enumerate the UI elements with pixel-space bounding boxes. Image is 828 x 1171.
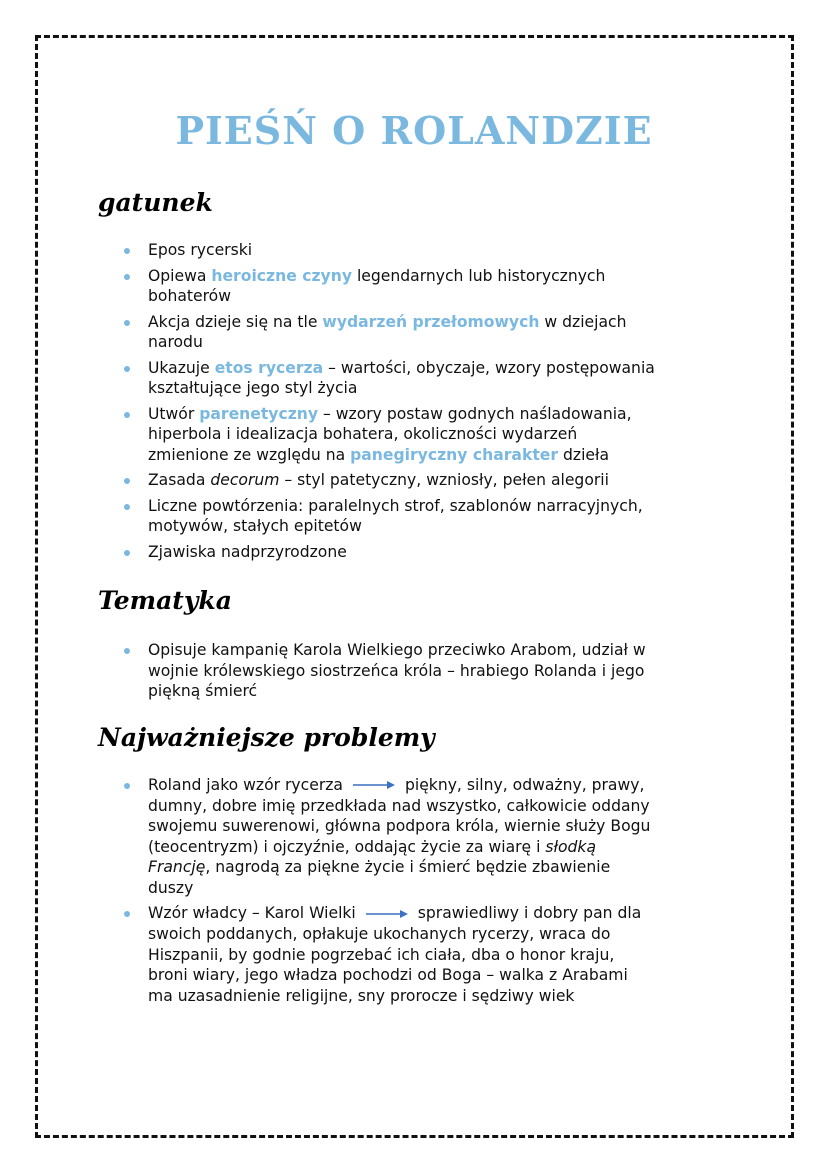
list-item	[118, 404, 738, 466]
bullet-icon	[124, 274, 130, 280]
bullet-icon	[124, 783, 130, 789]
text-segment: – wartości, obyczaje, wzory postępowania	[323, 358, 655, 377]
text-segment: Akcja dzieje się na tle	[148, 312, 323, 331]
text-line	[148, 496, 738, 517]
list-tematyka	[118, 640, 738, 707]
text-segment: Roland jako wzór rycerza	[148, 776, 343, 794]
bullet-icon	[124, 504, 130, 510]
list-item	[118, 266, 738, 307]
bullet-icon	[124, 320, 130, 326]
text-line	[148, 924, 738, 945]
text-line	[148, 240, 738, 261]
text-segment: (teocentryzm) i ojczyźnie, oddając życie za wiarę i	[148, 837, 546, 856]
text-segment: Epos rycerski	[148, 241, 253, 259]
text-line	[148, 661, 738, 682]
list-gatunek	[118, 240, 738, 567]
text-segment: – wzory postaw godnych naśladowania,	[318, 404, 632, 423]
text-line	[148, 312, 738, 333]
text-line	[148, 266, 738, 287]
list-item	[118, 542, 738, 563]
italic-term: decorum	[210, 471, 280, 489]
text-segment: Utwór	[148, 404, 200, 423]
bullet-icon	[124, 550, 130, 556]
text-line	[148, 986, 738, 1007]
text-line	[148, 516, 738, 537]
text-line	[148, 837, 738, 858]
list-item	[118, 240, 738, 261]
text-line	[148, 445, 738, 466]
list-item	[118, 358, 738, 399]
text-segment: bohaterów	[148, 287, 231, 305]
section-heading-problemy: Najważniejsze problemy	[98, 723, 435, 752]
text-segment: ma uzasadnienie religijne, sny prorocze i sędziwy wiek	[148, 986, 575, 1005]
text-segment: – styl patetyczny, wzniosły, pełen alegorii	[279, 471, 609, 489]
text-segment: Zasada	[148, 471, 211, 489]
text-segment: kształtujące jego styl życia	[148, 379, 358, 397]
list-item	[118, 640, 738, 702]
text-segment: motywów, stałych epitetów	[148, 517, 362, 535]
text-segment: w dziejach	[539, 312, 627, 331]
text-line	[148, 681, 738, 702]
text-line	[148, 542, 738, 563]
text-line	[148, 857, 738, 878]
highlighted-term: heroiczne czyny	[211, 266, 352, 285]
text-line	[148, 470, 738, 491]
list-item	[118, 312, 738, 353]
text-segment: Hiszpanii, by godnie pogrzebać ich ciała, dba o honor kraju,	[148, 945, 615, 964]
bullet-icon	[124, 648, 130, 654]
text-line	[148, 378, 738, 399]
list-problemy	[118, 775, 738, 1011]
text-segment: dzieła	[558, 445, 610, 464]
text-line	[148, 640, 738, 661]
text-segment: narodu	[148, 333, 203, 351]
list-item	[118, 470, 738, 491]
text-line	[148, 358, 738, 379]
text-line	[148, 796, 738, 817]
text-segment: sprawiedliwy i dobry pan dla	[417, 904, 642, 923]
section-heading-gatunek: gatunek	[98, 188, 213, 217]
text-line	[148, 965, 738, 986]
text-segment: dumny, dobre imię przedkłada nad wszystko, całkowicie oddany	[148, 796, 650, 815]
bullet-icon	[124, 911, 130, 917]
highlighted-term: panegiryczny charakter	[350, 445, 559, 464]
bullet-icon	[124, 366, 130, 372]
arrow-right-icon	[366, 904, 408, 925]
text-segment: Liczne powtórzenia: paralelnych strof, szablonów narracyjnych,	[148, 496, 643, 515]
text-line	[148, 775, 738, 796]
bullet-icon	[124, 248, 130, 254]
text-line	[148, 945, 738, 966]
highlighted-term: parenetyczny	[199, 404, 319, 423]
text-segment: hiperbola i idealizacja bohatera, okoliczności wydarzeń	[148, 425, 578, 443]
section-heading-tematyka: Tematyka	[98, 586, 232, 615]
text-segment: Opisuje kampanię Karola Wielkiego przeciwko Arabom, udział w	[148, 641, 646, 659]
page-title: PIEŚŃ O ROLANDZIE	[175, 108, 653, 153]
text-segment: Wzór władcy – Karol Wielki	[148, 904, 356, 923]
bullet-icon	[124, 478, 130, 484]
text-segment: piękny, silny, odważny, prawy,	[404, 776, 645, 794]
list-item	[118, 775, 738, 898]
text-line	[148, 816, 738, 837]
text-segment: swoich poddanych, opłakuje ukochanych rycerzy, wraca do	[148, 925, 611, 943]
text-line	[148, 404, 738, 425]
text-line	[148, 286, 738, 307]
text-line	[148, 332, 738, 353]
text-segment: Ukazuje	[148, 358, 215, 377]
italic-term: słodką	[545, 837, 597, 856]
text-segment: broni wiary, jego władza pochodzi od Boga – walka z Arabami	[148, 966, 628, 984]
text-segment: swojemu suwerenowi, główna podpora króla, wiernie służy Bogu	[148, 817, 651, 836]
text-segment: , nagrodą za piękne życie i śmierć będzie zbawienie	[205, 858, 611, 877]
list-item	[118, 903, 738, 1006]
text-segment: piękną śmierć	[148, 682, 258, 700]
text-segment: Zjawiska nadprzyrodzone	[148, 542, 347, 561]
highlighted-term: etos rycerza	[214, 358, 324, 377]
text-segment: wojnie królewskiego siostrzeńca króla – hrabiego Rolanda i jego	[148, 661, 645, 680]
text-line	[148, 903, 738, 924]
text-segment: duszy	[148, 878, 194, 897]
bullet-icon	[124, 412, 130, 418]
text-line	[148, 424, 738, 445]
text-segment: legendarnych lub historycznych	[351, 266, 606, 285]
text-line	[148, 878, 738, 899]
italic-term: Francję	[148, 858, 206, 877]
text-segment: zmienione ze względu na	[148, 445, 351, 464]
highlighted-term: wydarzeń przełomowych	[322, 312, 540, 331]
text-segment: Opiewa	[148, 266, 212, 285]
arrow-right-icon	[353, 775, 395, 796]
list-item	[118, 496, 738, 537]
